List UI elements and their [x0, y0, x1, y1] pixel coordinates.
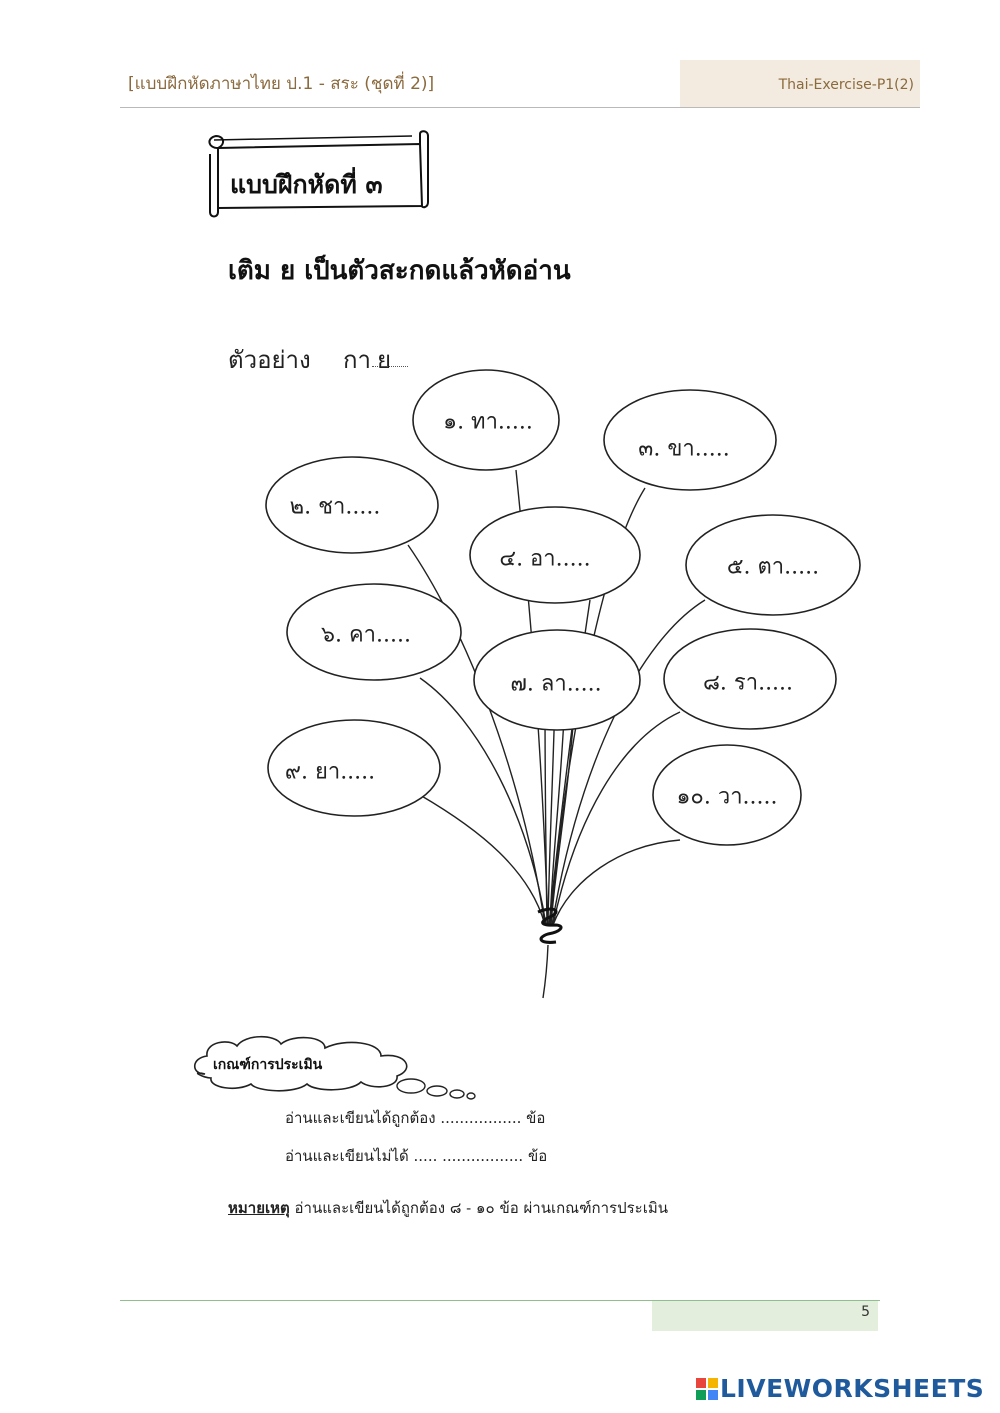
balloon-item-10: ๑๐. วา..... [676, 784, 778, 810]
balloon-item-9: ๙. ยา..... [284, 759, 376, 785]
balloon-item-1: ๑. ทา..... [443, 409, 533, 435]
page-number: 5 [861, 1304, 870, 1320]
criteria-incorrect-line: อ่านและเขียนไม่ได้ ..... ................. ข้อ [285, 1147, 548, 1165]
balloon-item-3: ๓. ขา..... [638, 436, 730, 462]
balloon-item-5: ๕. ตา..... [726, 554, 820, 580]
liveworksheets-logo [696, 1374, 984, 1404]
balloon-item-6: ๖. คา..... [321, 622, 411, 648]
document-header-title: [แบบฝึกหัดภาษาไทย ป.1 - สระ (ชุดที่ 2)] [128, 74, 435, 94]
liveworksheets-brand: LIVEWORKSHEETS [720, 1374, 985, 1403]
liveworksheets-logo-icon [696, 1378, 718, 1400]
criteria-note [228, 1196, 668, 1220]
balloon-item-7: ๗. ลา..... [510, 671, 602, 697]
criteria-title: เกณฑ์การประเมิน [213, 1057, 323, 1073]
criteria-correct-line: อ่านและเขียนได้ถูกต้อง ................. ข้อ [285, 1109, 546, 1127]
example-word-stem: กา [343, 346, 372, 374]
balloon-item-8: ๘. รา..... [702, 670, 794, 696]
balloon-item-4: ๔. อา..... [499, 546, 591, 572]
example-label: ตัวอย่าง [228, 346, 311, 374]
balloon-item-2: ๒. ชา..... [289, 494, 381, 520]
note-text: อ่านและเขียนได้ถูกต้อง ๘ - ๑๐ ข้อ ผ่านเกณฑ์การประเมิน [289, 1199, 668, 1217]
document-code: Thai-Exercise-P1(2) [778, 77, 914, 93]
note-label: หมายเหตุ [228, 1199, 290, 1217]
exercise-title: แบบฝึกหัดที่ ๓ [230, 170, 383, 199]
exercise-instruction: เติม ย เป็นตัวสะกดแล้วหัดอ่าน [228, 256, 571, 286]
example-answer: ย [377, 346, 392, 374]
